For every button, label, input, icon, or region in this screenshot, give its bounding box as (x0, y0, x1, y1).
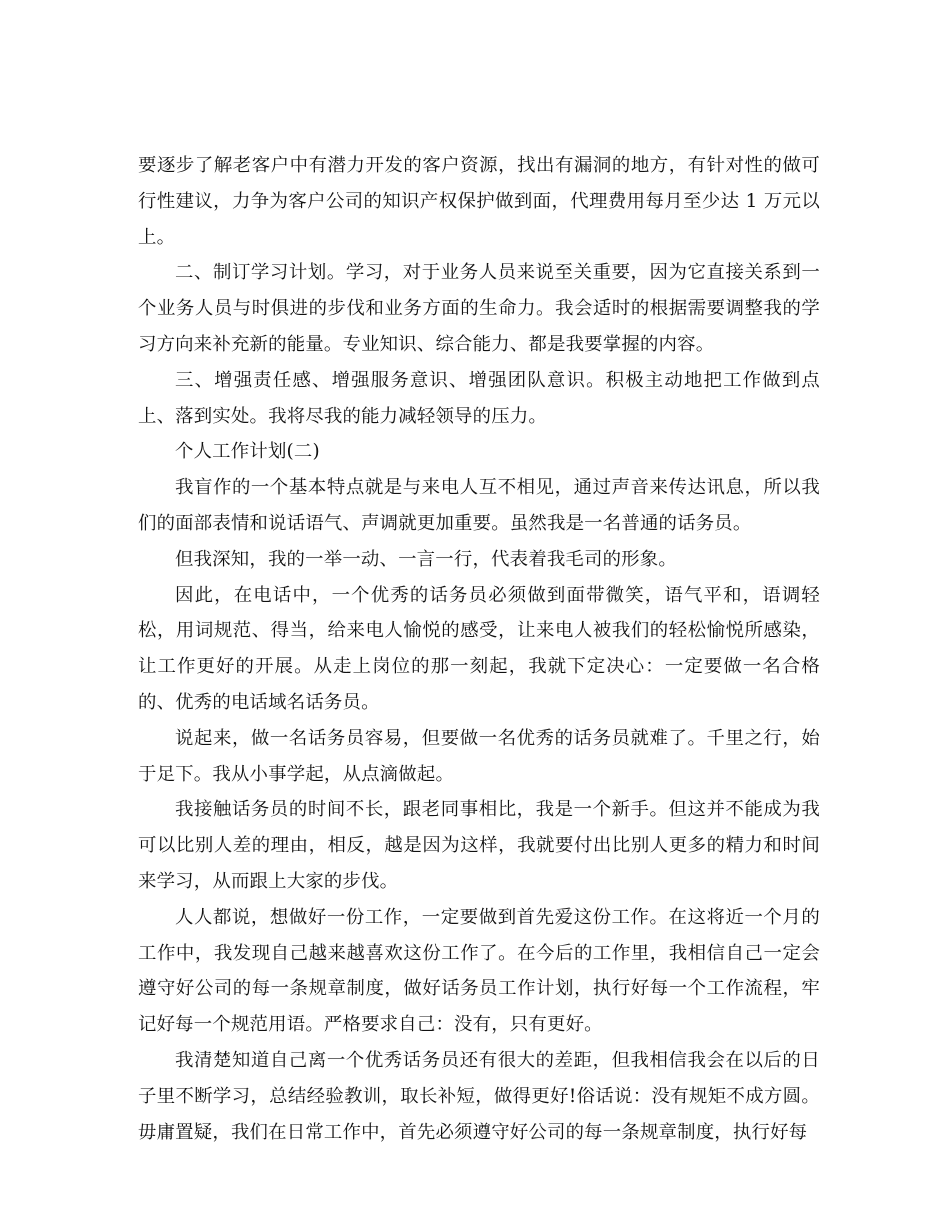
paragraph-5: 我盲作的一个基本特点就是与来电人互不相见，通过声音来传达讯息，所以我们的面部表情和说话语气、声调就更加重要。虽然我是一名普通的话务员。 (138, 477, 820, 534)
paragraph-7: 因此，在电话中，一个优秀的话务员必须做到面带微笑，语气平和，语调轻松，用词规范、得当，给来电人愉悦的感受，让来电人被我们的轻松愉悦所感染，让工作更好的开展。从走上岗位的那一刻起，我就下定决心：一定要做一名合格的、优秀的电话域名话务员。 (138, 584, 820, 713)
paragraph-8: 说起来，做一名话务员容易，但要做一名优秀的话务员就难了。千里之行，始于足下。我从小事学起，从点滴做起。 (138, 727, 820, 785)
paragraph-9: 我接触话务员的时间不长，跟老同事相比，我是一个新手。但这并不能成为我可以比别人差的理由，相反，越是因为这样，我就要付出比别人更多的精力和时间来学习，从而跟上大家的步伐。 (138, 799, 820, 892)
section-heading: 个人工作计划(二) (175, 441, 320, 463)
paragraph-1: 要逐步了解老客户中有潜力开发的客户资源，找出有漏洞的地方，有针对性的做可行性建议，力争为客户公司的知识产权保护做到面，代理费用每月至少达 1 万元以上。 (138, 155, 820, 248)
paragraph-3: 三、增强责任感、增强服务意识、增强团队意识。积极主动地把工作做到点上、落到实处。我将尽我的能力减轻领导的压力。 (138, 369, 820, 427)
paragraph-11: 我清楚知道自己离一个优秀话务员还有很大的差距，但我相信我会在以后的日子里不断学习，总结经验教训，取长补短，做得更好!俗话说：没有规矩不成方圆。毋庸置疑，我们在日常工作中，首先必须遵守好公司的每一条规章制度，执行好每 (138, 1049, 820, 1143)
paragraph-2: 二、制订学习计划。学习，对于业务人员来说至关重要，因为它直接关系到一个业务人员与时俱进的步伐和业务方面的生命力。我会适时的根据需要调整我的学习方向来补充新的能量。专业知识、综合能力、都是我要掌握的内容。 (138, 262, 820, 355)
paragraph-6: 但我深知，我的一举一动、一言一行，代表着我毛司的形象。 (175, 548, 677, 570)
paragraph-10: 人人都说，想做好一份工作，一定要做到首先爱这份工作。在这将近一个月的工作中，我发现自己越来越喜欢这份工作了。在今后的工作里，我相信自己一定会遵守好公司的每一条规章制度，做好话务员工作计划，执行好每一个工作流程，牢记好每一个规范用语。严格要求自己：没有，只有更好。 (138, 906, 820, 1036)
